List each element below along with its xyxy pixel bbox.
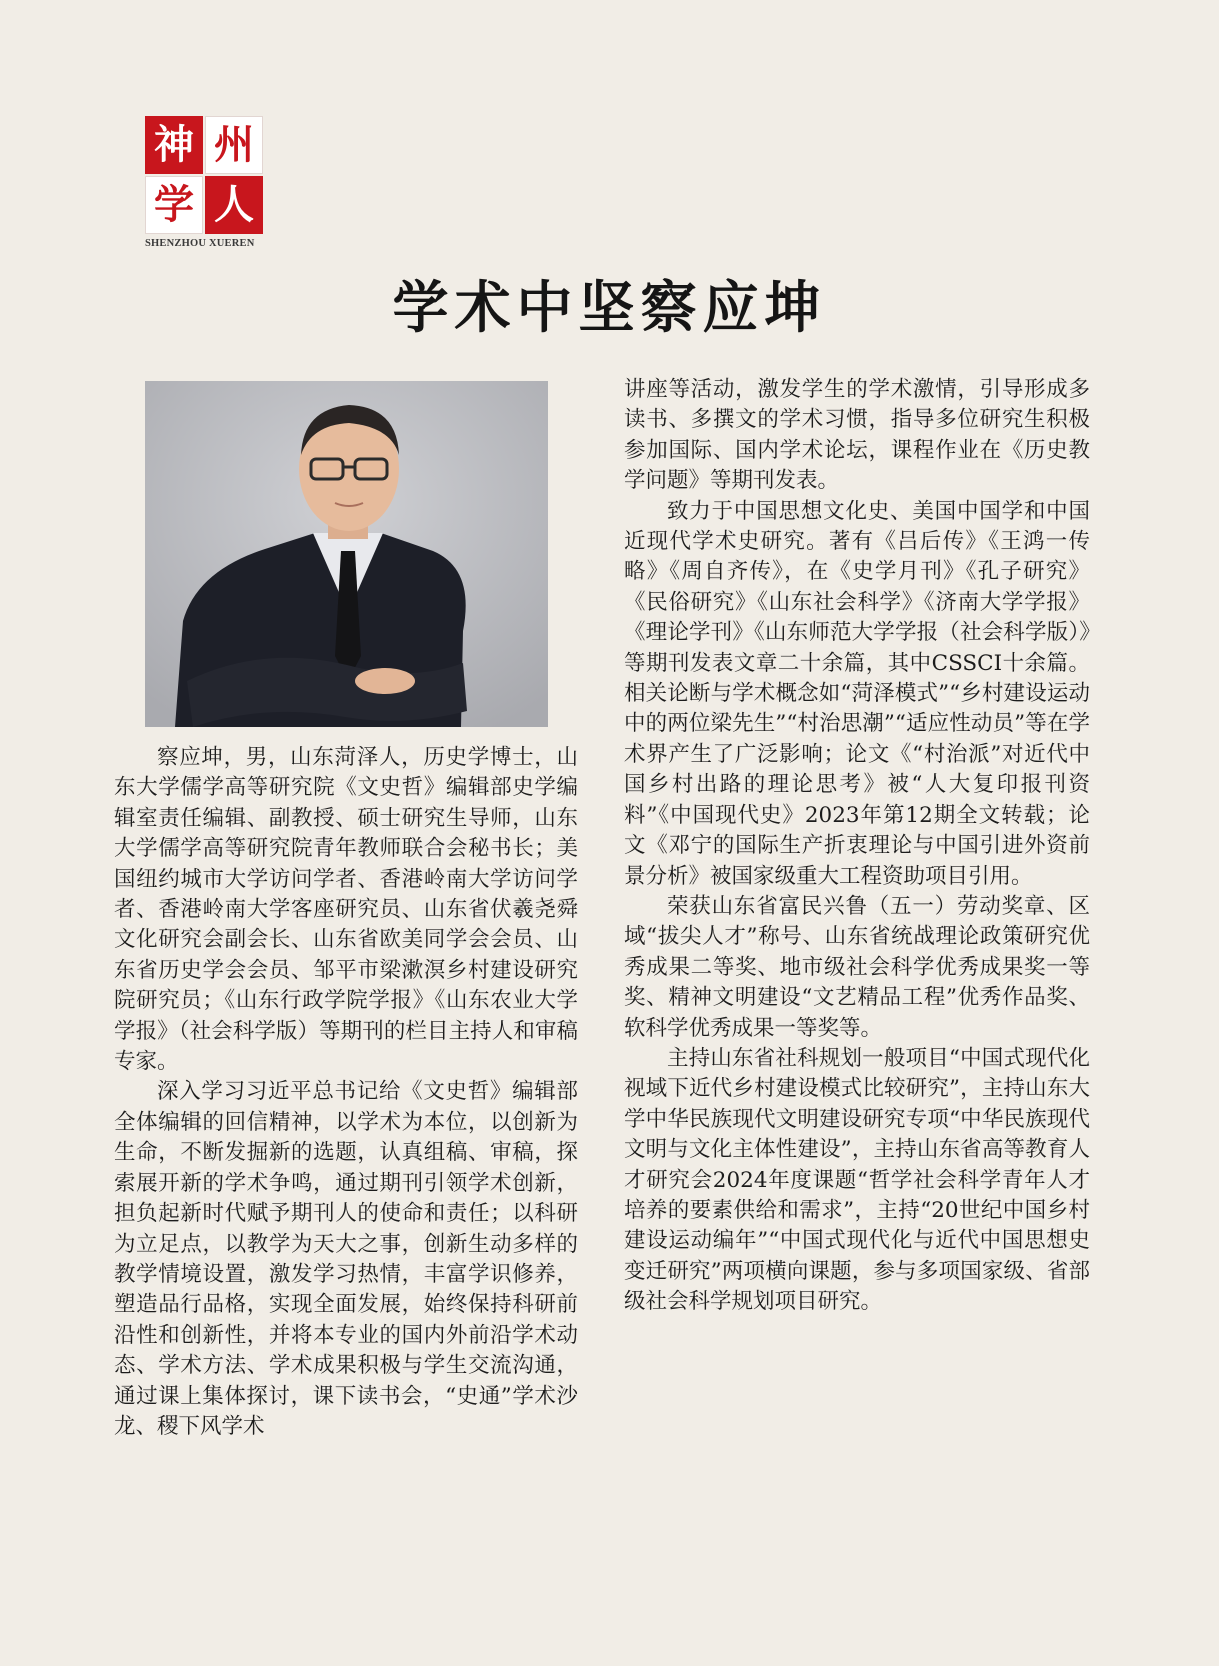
projects-paragraph: 主持山东省社科规划一般项目“中国式现代化视域下近代乡村建设模式比较研究”，主持山东大学中华民族现代文明建设研究专项“中华民族现代文明与文化主体性建设”，主持山东省高等教育人才研究会2024年度课题“哲学社会科学青年人才培养的要素供给和需求”，主持“20世纪中国乡村建设运动编年”“中国式现代化与近代中国思想史变迁研究”两项横向课题，参与多项国家级、省部级社会科学规划项目研究。 [624,1045,1090,1315]
logo-char-zhou: 州 [205,116,263,174]
portrait-photo [145,381,548,727]
logo-subtitle: SHENZHOU XUEREN [145,238,255,249]
logo-char-shen: 神 [145,116,203,174]
article-title: 学术中坚察应坤 [392,276,827,341]
logo-char-xue: 学 [145,176,203,234]
editorial-work-continuation: 讲座等活动，激发学生的学术激情，引导形成多读书、多撰文的学术习惯，指导多位研究生积极参加国际、国内学术论坛，课程作业在《历史教学问题》等期刊发表。 [624,377,1090,494]
awards-paragraph: 荣获山东省富民兴鲁（五一）劳动奖章、区域“拔尖人才”称号、山东省统战理论政策研究优秀成果二等奖、地市级社会科学优秀成果奖一等奖、精神文明建设“文艺精品工程”优秀作品奖、软科学优秀成果一等奖等。 [624,893,1090,1041]
bio-paragraph: 察应坤，男，山东菏泽人，历史学博士，山东大学儒学高等研究院《文史哲》编辑部史学编辑室责任编辑、副教授、硕士研究生导师，山东大学儒学高等研究院青年教师联合会秘书长；美国纽约城市大学访问学者、香港岭南大学访问学者、香港岭南大学客座研究员、山东省伏羲尧舜文化研究会副会长、山东省欧美同学会会员、山东省历史学会会员、邹平市梁漱溟乡村建设研究院研究员；《山东行政学院学报》《山东农业大学学报》（社会科学版）等期刊的栏目主持人和审稿专家。 [114,745,578,1075]
magazine-logo [145,116,265,249]
logo-char-ren: 人 [205,176,263,234]
logo-character-grid [145,116,265,234]
portrait-illustration [145,381,548,727]
right-text-column [624,375,1090,1318]
research-paragraph: 致力于中国思想文化史、美国中国学和中国近现代学术史研究。著有《吕后传》《王鸿一传略》《周自齐传》，在《史学月刊》《孔子研究》《民俗研究》《山东社会科学》《济南大学学报》《理论学刊》《山东师范大学学报（社会科学版）》等期刊发表文章二十余篇，其中CSSCI十余篇。相关论断与学术概念如“菏泽模式”“乡村建设运动中的两位梁先生”“村治思潮”“适应性动员”等在学术界产生了广泛影响；论文《“村治派”对近代中国乡村出路的理论思考》被“人大复印报刊资料”《中国现代史》2023年第12期全文转载；论文《邓宁的国际生产折衷理论与中国引进外资前景分析》被国家级重大工程资助项目引用。 [624,498,1090,889]
left-text-column [114,743,578,1442]
editorial-work-paragraph: 深入学习习近平总书记给《文史哲》编辑部全体编辑的回信精神，以学术为本位，以创新为生命，不断发掘新的选题，认真组稿、审稿，探索展开新的学术争鸣，通过期刊引领学术创新，担负起新时代赋予期刊人的使命和责任；以科研为立足点，以教学为天大之事，创新生动多样的教学情境设置，激发学习热情，丰富学识修养，塑造品行品格，实现全面发展，始终保持科研前沿性和创新性，并将本专业的国内外前沿学术动态、学术方法、学术成果积极与学生交流沟通，通过课上集体探讨，课下读书会，“史通”学术沙龙、稷下风学术 [114,1079,578,1439]
